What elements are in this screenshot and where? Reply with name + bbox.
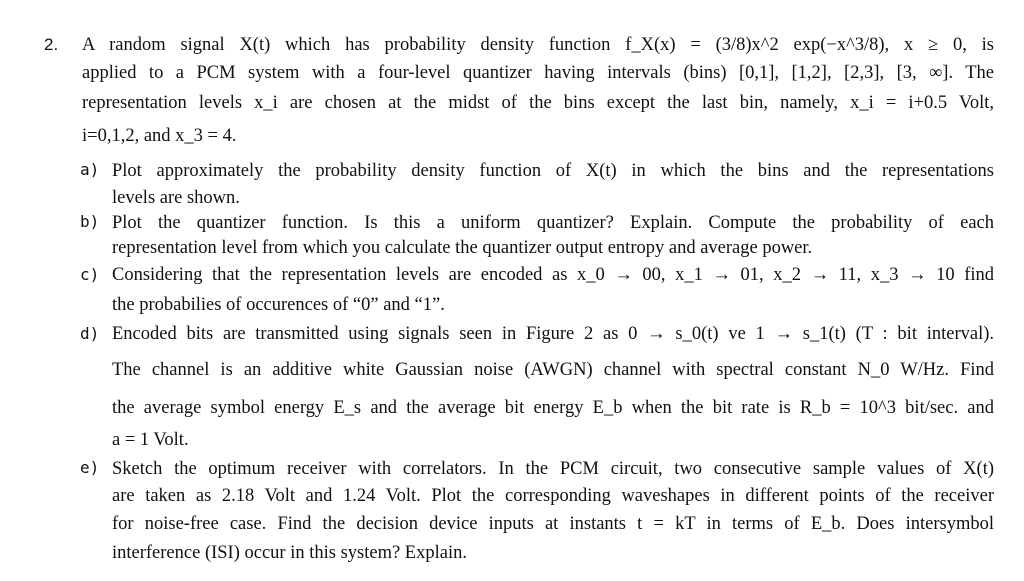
item-d-line-4: a = 1 Volt.	[112, 430, 189, 450]
item-b-label: b)	[80, 212, 100, 231]
intro-line-1: A random signal X(t) which has probability density function f_X(x) = (3/8)x^2 exp(−x^3/8), x ≥ 0, is	[82, 35, 994, 55]
item-c-label: c)	[80, 265, 100, 284]
item-c-line-2: the probabilies of occurences of “0” and “1”.	[112, 295, 445, 315]
item-e-line-3: for noise-free case. Find the decision device inputs at instants t = kT in terms of E_b. Does intersymbol	[112, 514, 994, 534]
item-d-line-3: the average symbol energy E_s and the average bit energy E_b when the bit rate is R_b = 10^3 bit/sec. and	[112, 398, 994, 418]
item-e-label: e)	[80, 458, 100, 477]
item-e-line-2: are taken as 2.18 Volt and 1.24 Volt. Plot the corresponding waveshapes in different points of the receiver	[112, 486, 994, 506]
item-b-line-1: Plot the quantizer function. Is this a uniform quantizer? Explain. Compute the probability of each	[112, 213, 994, 233]
item-c-line-1: Considering that the representation levels are encoded as x_0 → 00, x_1 → 01, x_2 → 11, x_3 → 10 find	[112, 265, 994, 285]
item-e-line-1: Sketch the optimum receiver with correlators. In the PCM circuit, two consecutive sample values of X(t)	[112, 459, 994, 479]
item-a-label: a)	[80, 160, 100, 179]
item-d-label: d)	[80, 324, 100, 343]
item-e-line-4: interference (ISI) occur in this system? Explain.	[112, 543, 467, 563]
item-b-line-2: representation level from which you calculate the quantizer output entropy and average power.	[112, 238, 813, 258]
item-d-line-1: Encoded bits are transmitted using signals seen in Figure 2 as 0 → s_0(t) ve 1 → s_1(t) (T : bit interval).	[112, 324, 994, 344]
item-d-line-2: The channel is an additive white Gaussian noise (AWGN) channel with spectral constant N_0 W/Hz. Find	[112, 360, 994, 380]
intro-line-4: i=0,1,2, and x_3 = 4.	[82, 126, 237, 146]
item-a-line-1: Plot approximately the probability density function of X(t) in which the bins and the representations	[112, 161, 994, 181]
item-a-line-2: levels are shown.	[112, 188, 240, 208]
intro-line-2: applied to a PCM system with a four-level quantizer having intervals (bins) [0,1], [1,2], [2,3], [3, ∞]. The	[82, 63, 994, 83]
problem-number: 2.	[44, 35, 59, 54]
intro-line-3: representation levels x_i are chosen at the midst of the bins except the last bin, namely, x_i = i+0.5 Volt,	[82, 93, 994, 113]
